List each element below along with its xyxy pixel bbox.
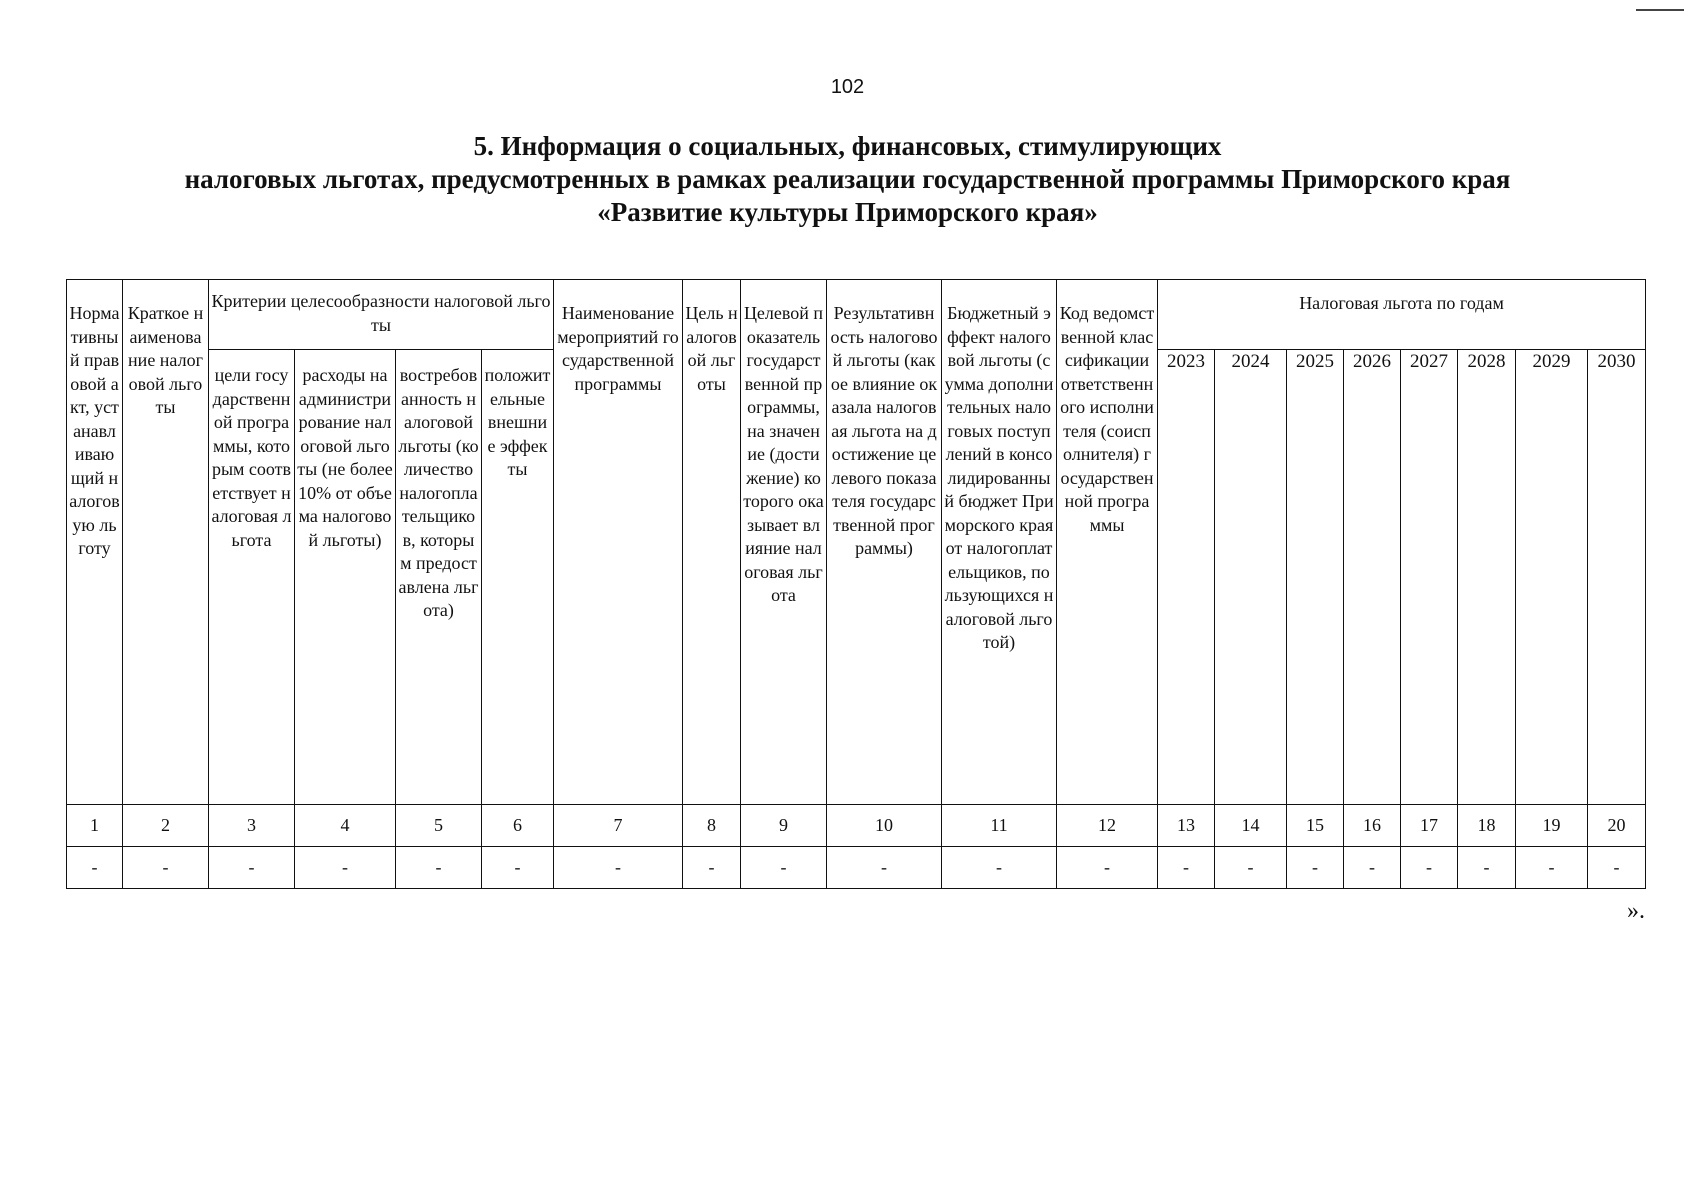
document-title [20,130,1675,229]
closing-quote-mark: ». [1627,898,1645,924]
column-number: 20 [1588,805,1646,847]
column-number: 6 [482,805,554,847]
header-effectiveness: Результативность налоговой льготы (какое влияние оказала налоговая льгота на достижение целевого показателя государственной программы) [827,280,942,805]
table-cell: - [741,847,827,889]
table-cell: - [683,847,741,889]
column-numbers-row [67,805,1646,847]
column-number: 5 [396,805,482,847]
column-number: 2 [123,805,209,847]
header-normative-act: Нормативный правовой акт, устанавливающий налоговую льготу [67,280,123,805]
table-cell: - [1401,847,1458,889]
table-cell: - [1516,847,1588,889]
column-number: 1 [67,805,123,847]
table-cell: - [827,847,942,889]
header-benefit-name: Краткое наименование налоговой льготы [123,280,209,805]
top-rule [1636,9,1684,11]
column-number: 11 [942,805,1057,847]
table-row [67,847,1646,889]
header-row-1 [67,280,1646,350]
header-program-activities: Наименование мероприятий государственной программы [554,280,683,805]
header-year-2028: 2028 [1458,350,1516,805]
header-department-code: Код ведомственной классификации ответственного исполнителя (соисполнителя) государственной программы [1057,280,1158,805]
column-number: 16 [1344,805,1401,847]
table-cell: - [1057,847,1158,889]
table-cell: - [1287,847,1344,889]
header-demand: востребованность налоговой льготы (количество налогоплательщиков, которым предоставлена льгота) [396,350,482,805]
header-admin-costs: расходы на администрирование налоговой льготы (не более 10% от объема налоговой льготы) [295,350,396,805]
column-number: 10 [827,805,942,847]
table-cell: - [942,847,1057,889]
column-number: 4 [295,805,396,847]
table-cell: - [1158,847,1215,889]
column-number: 8 [683,805,741,847]
header-benefit-goal: Цель налоговой льготы [683,280,741,805]
header-external-effects: положительные внешние эффекты [482,350,554,805]
header-year-2027: 2027 [1401,350,1458,805]
table-cell: - [482,847,554,889]
title-line-2: налоговых льготах, предусмотренных в рамках реализации государственной программы Приморского края [184,164,1511,194]
header-year-2030: 2030 [1588,350,1646,805]
header-budget-effect: Бюджетный эффект налоговой льготы (сумма дополнительных налоговых поступлений в консолидированный бюджет Приморского края от налогоплательщиков, пользующихся налоговой льготой) [942,280,1057,805]
column-number: 18 [1458,805,1516,847]
page-number: 102 [830,76,865,98]
table-cell: - [1215,847,1287,889]
column-number: 7 [554,805,683,847]
table-cell: - [67,847,123,889]
header-target-indicator: Целевой показатель государственной программы, на значение (достижение) которого оказывает влияние налоговая льгота [741,280,827,805]
header-year-2029: 2029 [1516,350,1588,805]
table-cell: - [396,847,482,889]
table-cell: - [209,847,295,889]
table-cell: - [1458,847,1516,889]
table-cell: - [123,847,209,889]
header-year-2024: 2024 [1215,350,1287,805]
column-number: 3 [209,805,295,847]
header-criteria-group: Критерии целесообразности налоговой льготы [209,280,554,350]
table-cell: - [1344,847,1401,889]
table-cell: - [295,847,396,889]
title-line-3: «Развитие культуры Приморского края» [597,197,1098,227]
table-cell: - [1588,847,1646,889]
title-line-1: 5. Информация о социальных, финансовых, стимулирующих [473,131,1222,161]
column-number: 15 [1287,805,1344,847]
header-year-2025: 2025 [1287,350,1344,805]
column-number: 12 [1057,805,1158,847]
header-year-2023: 2023 [1158,350,1215,805]
header-program-goals: цели государственной программы, которым соответствует налоговая льгота [209,350,295,805]
column-number: 13 [1158,805,1215,847]
header-year-2026: 2026 [1344,350,1401,805]
column-number: 14 [1215,805,1287,847]
table-cell: - [554,847,683,889]
tax-benefits-table [66,279,1646,889]
column-number: 19 [1516,805,1588,847]
column-number: 9 [741,805,827,847]
column-number: 17 [1401,805,1458,847]
header-years-group: Налоговая льгота по годам [1158,280,1646,350]
